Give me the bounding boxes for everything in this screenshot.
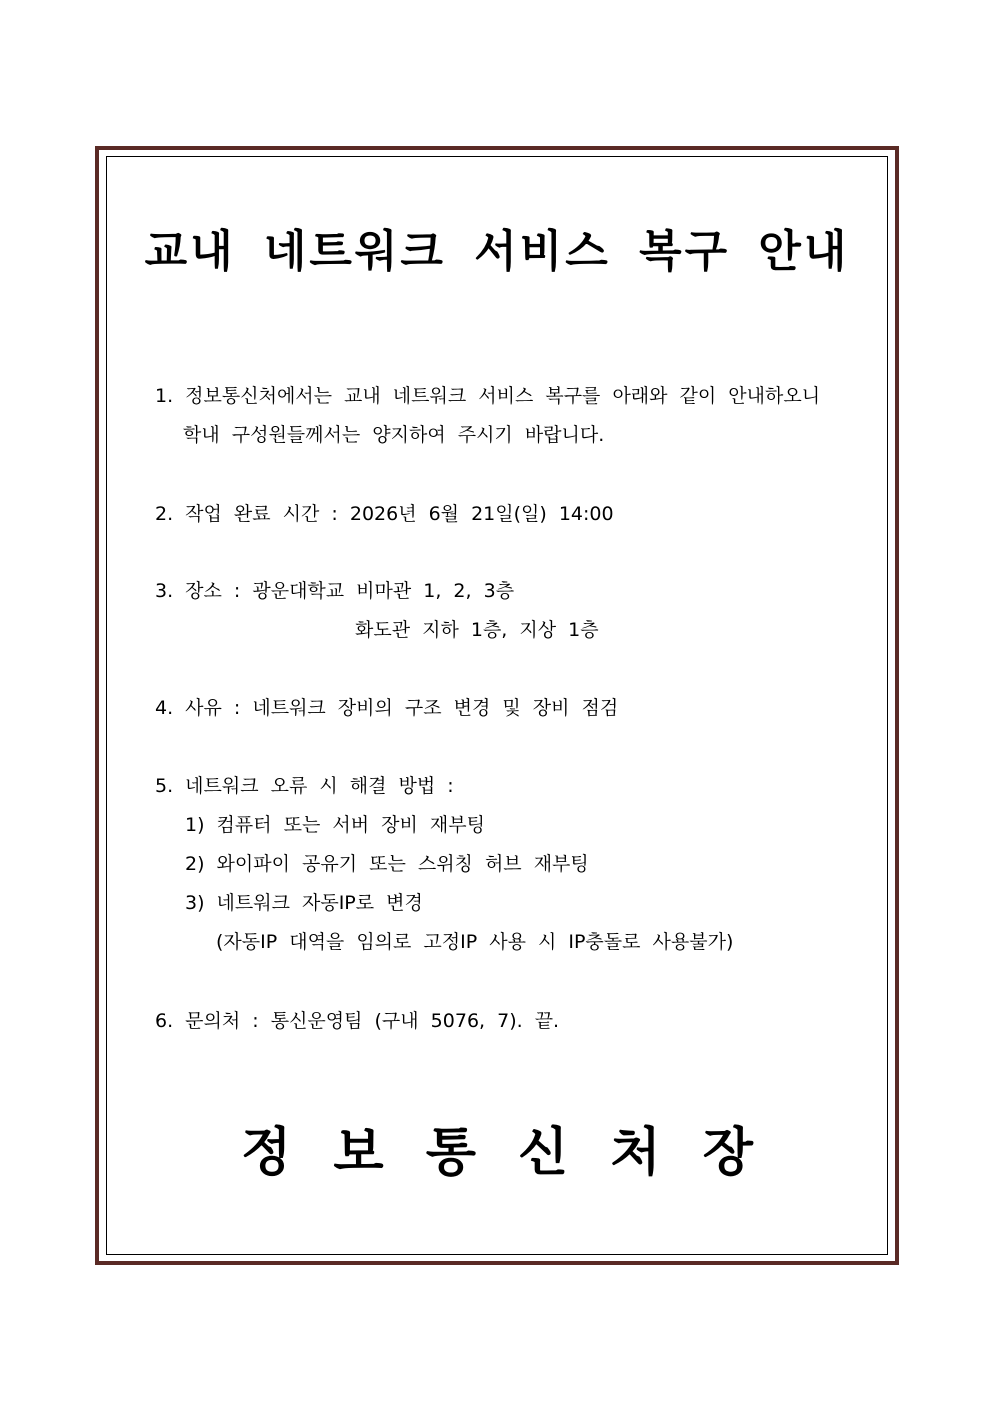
notice-title: 교내 네트워크 서비스 복구 안내 xyxy=(144,226,850,277)
signature-char: 처 xyxy=(610,1123,661,1183)
item-5-sub-2: 2) 와이파이 공유기 또는 스위칭 허브 재부팅 xyxy=(185,853,589,875)
item-5-sub-3-note: (자동IP 대역을 임의로 고정IP 사용 시 IP충돌로 사용불가) xyxy=(216,931,734,953)
item-5-sub-1: 1) 컴퓨터 또는 서버 장비 재부팅 xyxy=(185,814,485,836)
signature-char: 장 xyxy=(702,1123,753,1183)
item-1-line-2: 학내 구성원들께서는 양지하여 주시기 바랍니다. xyxy=(183,424,605,446)
item-3-location-line-1: 3. 장소 : 광운대학교 비마관 1, 2, 3층 xyxy=(155,580,515,602)
signature-issuer xyxy=(106,1118,888,1188)
item-5-sub-3: 3) 네트워크 자동IP로 변경 xyxy=(185,892,423,914)
item-2-completion-time: 2. 작업 완료 시간 : 2026년 6월 21일(일) 14:00 xyxy=(155,503,614,525)
item-4-reason: 4. 사유 : 네트워크 장비의 구조 변경 및 장비 점검 xyxy=(155,697,619,719)
signature-char: 보 xyxy=(333,1123,384,1183)
item-3-location-line-2: 화도관 지하 1층, 지상 1층 xyxy=(355,619,599,641)
signature-char: 통 xyxy=(425,1123,476,1183)
item-6-contact: 6. 문의처 : 통신운영팀 (구내 5076, 7). 끝. xyxy=(155,1010,560,1032)
item-1-line-1: 1. 정보통신처에서는 교내 네트워크 서비스 복구를 아래와 같이 안내하오니 xyxy=(155,385,821,407)
signature-char: 신 xyxy=(518,1123,569,1183)
signature-char: 정 xyxy=(241,1123,292,1183)
item-5-heading: 5. 네트워크 오류 시 해결 방법 : xyxy=(155,775,454,797)
